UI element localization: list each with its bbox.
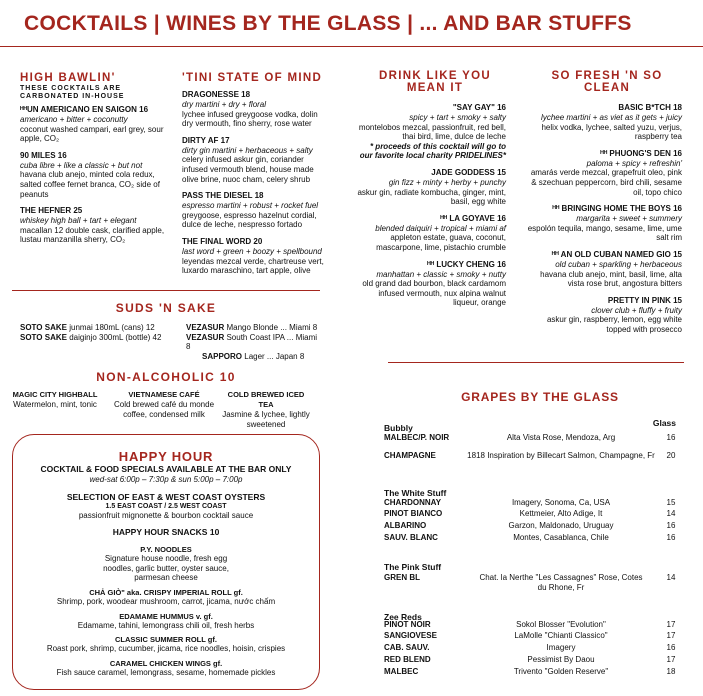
menu-item — [356, 103, 506, 161]
wine-row — [384, 509, 684, 521]
page-title: COCKTAILS | WINES BY THE GLASS | ... AND BAR STUFFS — [24, 12, 632, 35]
wine-row — [384, 655, 684, 667]
section-drink-like-you-mean-it — [356, 70, 506, 315]
item-description: junmai 180mL (cans) 12 — [69, 323, 155, 332]
section-header-nonalc: NON-ALCOHOLIC 10 — [96, 370, 236, 384]
wine-description: Trivento "Golden Reserve" — [513, 667, 609, 676]
wine-row — [384, 533, 684, 557]
wine-description: Chat. la Nerthe "Les Cassagnes" Rose, Cotes du Rhone, Fr — [479, 573, 643, 592]
snacks-title: HAPPY HOUR SNACKS 10 — [112, 527, 220, 538]
wine-group-title: Zee Reds — [384, 612, 422, 622]
item-name: COLD BREWED ICED TEA — [227, 390, 305, 409]
item-description: helix vodka, lychee, salted yuzu, verjus, raspberry tea — [541, 122, 682, 142]
item-name: DRAGONESSE 18 — [182, 90, 251, 99]
item-description: montelobos mezcal, passionfruit, red bell, thai bird, lime, dulce de leche — [358, 122, 506, 142]
item-name: BASIC B*TCH 18 — [618, 103, 682, 112]
item-name: THE FINAL WORD 20 — [182, 236, 263, 246]
item-name: PRETTY IN PINK 15 — [607, 295, 682, 305]
item-description: Signature house noodle, fresh egg noodles, garlic butter, oyster sauce, parmesan cheese — [103, 554, 229, 583]
item-tagline: paloma + spicy + refreshin' — [586, 158, 682, 168]
wine-price: 16 — [666, 643, 676, 652]
section-header: CLEAN — [583, 82, 631, 94]
item-description: celery infused askur gin, coriander infused vermouth blend, house made olive brine, nuoc cham, celery shrub — [182, 155, 314, 184]
wine-price: 17 — [666, 655, 676, 664]
item-description: macallan 12 double cask, clarified apple, lustau manzanilla sherry, CO₂ — [20, 225, 165, 245]
list-item — [186, 352, 322, 362]
happy-hour-times: wed-sat 6:00p – 7:30p & sun 5:00p – 7:00p — [89, 475, 243, 484]
wine-list — [384, 418, 684, 679]
item-description: Roast pork, shrimp, cucumber, jicama, rice noodles, hoisin, crispies — [46, 644, 286, 654]
wine-varietal: ALBARINO — [384, 521, 427, 530]
wine-description: Garzon, Maldonado, Uruguay — [508, 521, 614, 530]
wine-row — [384, 498, 684, 509]
item-tagline: lychee martini + as viet as it gets + juicy — [541, 113, 682, 122]
list-item — [186, 333, 322, 352]
item-tagline: margarita + sweet + summery — [576, 214, 682, 224]
divider — [388, 362, 684, 363]
wine-row — [384, 620, 684, 631]
section-header: 'TINI STATE OF MIND — [182, 72, 323, 84]
item-name: ᴴᴴ PHUONG'S DEN 16 — [600, 148, 682, 158]
wine-varietal: MALBEC/P. NOIR — [384, 433, 450, 442]
item-tagline: old cuban + sparkling + herbaceous — [555, 259, 682, 269]
section-high-bawlin — [20, 72, 166, 252]
item-description: Mango Blonde ... Miami 8 — [226, 323, 318, 332]
oysters-price: 1.5 EAST COAST / 2.5 WEST COAST — [105, 502, 227, 510]
wine-description: 1818 Inspiration by Billecart Salmon, Champagne, Fr — [467, 451, 655, 460]
snack-item — [12, 659, 320, 678]
section-subheader: CARBONATED IN-HOUSE — [20, 93, 125, 100]
menu-item — [182, 191, 330, 230]
wine-description: Alta Vista Rose, Mendoza, Arg — [506, 433, 616, 442]
item-description: amarás verde mezcal, grapefruit oleo, pink & szechuan peppercorn, bird chili, sesame oil, topo chico — [530, 168, 682, 197]
item-name: ᴴᴴ BRINGING HOME THE BOYS 16 — [552, 204, 682, 214]
item-description: Shrimp, pork, woodear mushroom, carrot, jicama, nước chấm — [56, 596, 276, 606]
item-name: "SAY GAY" 16 — [452, 103, 506, 112]
wine-row — [384, 643, 684, 655]
menu-item — [524, 250, 682, 289]
title-divider — [0, 46, 703, 47]
item-description: havana club anejo, mint, basil, lime, alta vista rose brut, angostura bitters — [540, 269, 682, 289]
menu-item — [524, 296, 682, 335]
wine-varietal: PINOT BIANCO — [384, 509, 443, 518]
item-tagline: spicy + tart + smoky + salty — [409, 113, 506, 122]
glass-column-header: Glass — [652, 418, 676, 428]
wine-description: Montes, Casablanca, Chile — [513, 533, 609, 542]
wine-row — [384, 451, 684, 483]
menu-item — [524, 149, 682, 197]
nonalc-item — [112, 390, 216, 419]
section-header: SO FRESH 'N SO — [551, 70, 663, 82]
section-header: HIGH BAWLIN' — [20, 72, 116, 84]
item-name: ᴴᴴ AN OLD CUBAN NAMED GIO 15 — [551, 249, 682, 259]
item-tagline: cuba libre + like a classic + but not — [20, 160, 143, 170]
item-description: Lager ... Japan 8 — [244, 351, 305, 361]
section-header-grapes: GRAPES BY THE GLASS — [461, 390, 619, 404]
section-tini — [182, 72, 330, 283]
nonalc-item — [220, 390, 312, 429]
item-tagline: americano + bitter + coconutty — [20, 115, 128, 124]
section-happy-hour — [12, 449, 320, 677]
wine-description: Pessimist By Daou — [527, 655, 595, 664]
snack-item — [12, 588, 320, 607]
item-description: coconut washed campari, earl grey, sour apple, CO₂ — [20, 124, 164, 144]
wine-varietal: SAUV. BLANC — [384, 533, 438, 542]
item-tagline: dry martini + dry + floral — [182, 100, 267, 109]
wine-price: 17 — [666, 631, 676, 640]
item-tagline: manhattan + classic + smoky + nutty — [376, 269, 506, 279]
item-name: VEZASUR — [186, 323, 225, 332]
item-description: havana club anejo, minted cola redux, salted coffee fernet branca, CO₂ side of peanuts — [20, 170, 160, 199]
item-name: SAPPORO — [202, 351, 243, 361]
item-description: appleton estate, guava, coconut, mascarpone, lime, pistachio crumble — [376, 233, 506, 252]
item-name: THE HEFNER 25 — [20, 206, 83, 216]
snack-item — [12, 612, 320, 631]
item-description: askur gin, raspberry, lemon, egg white topped with prosecco — [546, 315, 682, 334]
menu-item — [356, 214, 506, 253]
wine-row — [384, 433, 684, 451]
item-description: South Coast IPA ... Miami 8 — [186, 332, 318, 352]
item-name: EDAMAME HUMMUS v. gf. — [119, 611, 213, 621]
list-item — [20, 323, 180, 333]
wine-varietal: PINOT NOIR — [384, 620, 431, 629]
wine-varietal: CHARDONNAY — [384, 498, 442, 507]
item-name: CARAMEL CHICKEN WINGS gf. — [109, 658, 223, 668]
wine-description: Imagery — [546, 643, 576, 652]
menu-item — [356, 260, 506, 308]
section-subheader: THESE COCKTAILS ARE — [20, 85, 122, 92]
item-name: CHẢ GIÒ" aka. CRISPY IMPERIAL ROLL gf. — [89, 587, 243, 597]
wine-description: Imagery, Sonoma, Ca, USA — [511, 498, 611, 507]
wine-description: LaMolle "Chianti Classico" — [514, 631, 608, 640]
snack-item — [12, 545, 320, 583]
divider — [12, 290, 320, 291]
wine-varietal: MALBEC — [384, 667, 419, 676]
wine-price: 14 — [666, 509, 676, 518]
section-header: DRINK LIKE YOU — [379, 70, 491, 82]
menu-item — [20, 105, 166, 144]
wine-description: Kettmeier, Alto Adige, It — [519, 509, 603, 518]
oysters-title: SELECTION OF EAST & WEST COAST OYSTERS — [66, 491, 266, 502]
item-name: ᴴᴴ LA GOYAVE 16 — [440, 213, 506, 223]
wine-varietal: GREN BL — [384, 573, 420, 582]
wine-varietal: CAB. SAUV. — [384, 643, 430, 652]
wine-description: Sokol Blosser "Evolution" — [516, 620, 606, 629]
wine-group-title: Bubbly — [384, 423, 413, 433]
wine-price: 16 — [666, 533, 676, 542]
item-name: P.Y. NOODLES — [140, 545, 192, 555]
item-description: leyendas mezcal verde, chartreuse vert, luxardo maraschino, tart apple, olive — [182, 256, 324, 276]
item-description: greygoose, espresso hazelnut cordial, dulce de leche, nespresso fortado — [182, 210, 317, 230]
item-tagline: blended daiquiri + tropical + miami af — [375, 223, 506, 233]
item-name: JADE GODDESS 15 — [431, 167, 506, 177]
wine-price: 18 — [666, 667, 676, 676]
item-name: ᴴᴴUN AMERICANO EN SAIGON 16 — [20, 105, 149, 114]
item-name: VIETNAMESE CAFÉ — [128, 390, 200, 399]
item-name: CLASSIC SUMMER ROLL gf. — [115, 635, 217, 645]
item-description: old grand dad bourbon, black cardamom infused vermouth, nux alpina walnut liqueur, orange — [362, 279, 506, 308]
suds-left-list — [20, 323, 180, 342]
item-description: Fish sauce caramel, lemongrass, sesame, homemade pickles — [56, 667, 276, 677]
item-description: Cold brewed café du monde coffee, condensed milk — [113, 400, 215, 419]
item-description: Edamame, tahini, lemongrass chili oil, fresh herbs — [77, 620, 255, 630]
wine-price: 20 — [666, 451, 676, 460]
oysters-description: passionfruit mignonette & bourbon cocktail sauce — [78, 510, 254, 520]
item-tagline: last word + green + boozy + spellbound — [182, 246, 322, 256]
nonalc-item — [12, 390, 98, 410]
list-item — [186, 323, 322, 333]
item-name: SOTO SAKE — [20, 323, 67, 332]
item-description: daiginjo 300mL (bottle) 42 — [69, 332, 162, 342]
menu-item — [182, 90, 330, 129]
item-description: espolón tequila, mango, sesame, lime, ume salt rim — [527, 223, 682, 243]
menu-item — [524, 204, 682, 243]
wine-price: 16 — [666, 433, 676, 442]
menu-item — [182, 136, 330, 184]
item-name: 90 MILES 16 — [20, 150, 67, 160]
menu-item — [182, 237, 330, 276]
menu-item — [524, 103, 682, 142]
wine-row — [384, 521, 684, 533]
list-item — [20, 333, 180, 343]
item-description: Jasmine & lychee, lightly sweetened — [222, 410, 310, 429]
wine-varietal: CHAMPAGNE — [384, 451, 436, 460]
wine-price: 16 — [666, 521, 676, 530]
item-name: SOTO SAKE — [20, 332, 67, 342]
item-description: askur gin, radiate kombucha, ginger, mint, basil, egg white — [357, 187, 506, 207]
wine-row — [384, 667, 684, 679]
wine-varietal: SANGIOVESE — [384, 631, 437, 640]
wine-group-title: The White Stuff — [384, 488, 447, 498]
section-so-fresh — [524, 70, 682, 342]
section-header: MEAN IT — [406, 82, 464, 94]
item-name: VEZASUR — [186, 332, 225, 342]
wine-row — [384, 573, 684, 607]
wine-price: 15 — [666, 498, 676, 507]
item-tagline: clover club + fluffy + fruity — [591, 305, 682, 315]
menu-item — [356, 168, 506, 207]
item-description: Watermelon, mint, tonic — [13, 400, 97, 409]
item-tagline: whiskey high ball + tart + elegant — [20, 216, 137, 226]
menu-item — [20, 206, 166, 245]
charity-note: * proceeds of this cocktail will go to our favorite local charity PRIDELINES* — [359, 141, 506, 161]
section-header: HAPPY HOUR — [118, 449, 214, 464]
suds-right-list — [186, 323, 322, 361]
item-name: DIRTY AF 17 — [182, 135, 230, 145]
wine-price: 14 — [666, 573, 676, 582]
menu-item — [20, 151, 166, 199]
item-name: MAGIC CITY HIGHBALL — [12, 390, 98, 399]
item-name: ᴴᴴ LUCKY CHENG 16 — [427, 259, 506, 269]
snack-item — [12, 635, 320, 654]
wine-varietal: RED BLEND — [384, 655, 431, 664]
happy-hour-subtitle: COCKTAIL & FOOD SPECIALS AVAILABLE AT THE BAR ONLY — [40, 464, 292, 474]
item-tagline: dirty gin martini + herbaceous + salty — [182, 145, 313, 155]
item-tagline: espresso martini + robust + rocket fuel — [182, 201, 319, 211]
item-description: lychee infused greygoose vodka, dolin dry vermouth, fino sherry, rose water — [182, 109, 318, 129]
item-name: PASS THE DIESEL 18 — [182, 191, 264, 201]
wine-price: 17 — [666, 620, 676, 629]
section-header-suds: SUDS 'N SAKE — [115, 301, 217, 315]
wine-row — [384, 631, 684, 643]
item-tagline: gin fizz + minty + herby + punchy — [388, 177, 506, 187]
wine-group-title: The Pink Stuff — [384, 562, 442, 572]
